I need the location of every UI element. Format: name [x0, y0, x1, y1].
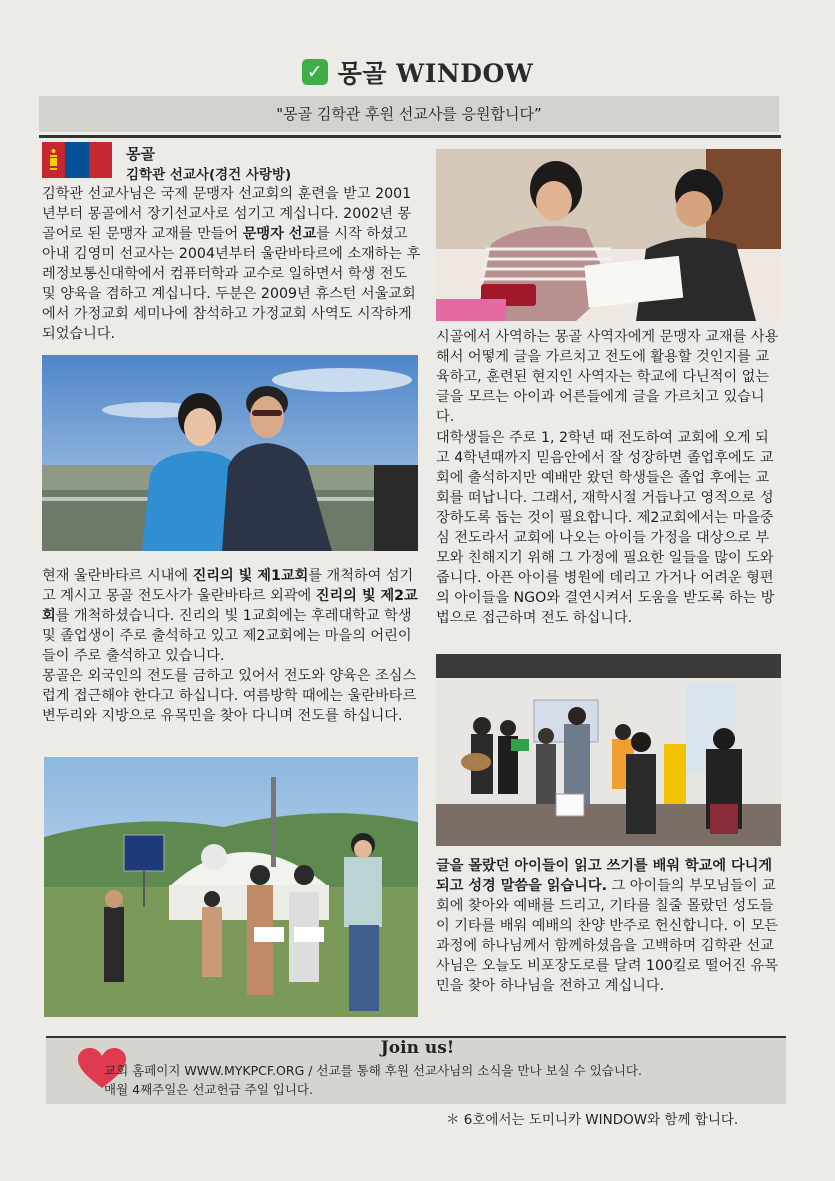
couple-photo: [42, 355, 418, 551]
church-paragraph: 현재 울란바타르 시내에 진리의 빛 제1교회를 개척하여 섬기고 계시고 몽골 전도사가 울란바타르 외곽에 진리의 빛 제2교회를 개척하셨습니다. 진리의 빛 1교회에는 후레대학교 학생및 졸업생이 주로 출석하고 있고 제2교회에는 마을의 어린이들이 주로 출석하고 있습니다. 몽골은 외국인의 전도를 금하고 있어서 전도와 양육은 조심스럽게 접근해야 한다고 하십니다. 여름방학 때에는 울란바타르 변두리와 지방으로 유목민을 찾아 다니며 전도를 하십니다.: [42, 568, 418, 724]
country-name: 몽골: [126, 145, 155, 163]
worship-photo: [436, 654, 781, 846]
page-title: 몽골 WINDOW: [337, 59, 534, 88]
subtitle-banner: "몽골 김학관 후원 선교사를 응원합니다”: [39, 96, 779, 132]
intro-paragraph: 김학관 선교사님은 국제 문맹자 선교회의 훈련을 받고 2001년부터 몽골에서 장기선교사로 섬기고 계십니다. 2002년 몽골어로 된 문맹자 교재를 만들어 문맹자 선교를 시작 하셨고 아내 김영미 선교사는 2004년부터 울란바타르에 소재하는 후레정보통신대학에서 컴퓨터학과 교수로 일하면서 학생 전도 및 양육을 겸하고 계십니다. 두분은 2009년 휴스턴 서울교회에서 가정교회 세미나에 참석하고 가정교회 사역도 시작하게 되었습니다.: [42, 186, 421, 342]
next-issue-note: ＊ 6호에서는 도미니카 WINDOW와 함께 합니다.: [446, 1112, 739, 1128]
missionary-name: 김학관 선교사(경건 사랑방): [126, 167, 292, 183]
page-header: [0, 52, 835, 92]
offering-notice: 매월 4째주일은 선교헌금 주일 입니다.: [104, 1082, 313, 1097]
mongolia-flag-icon: [42, 142, 112, 178]
divider: [39, 135, 781, 138]
conclusion-paragraph: 글을 몰랐던 아이들이 읽고 쓰기를 배워 학교에 다니게 되고 성경 말씀을 읽습니다. 그 아이들의 부모님들이 교회에 찾아와 예배를 드리고, 기타를 칠줄 몰랐던 성도들이 기타를 배워 예배의 찬양 반주로 헌신합니다. 이 모든 과정에 하나님께서 함께하셨음을 고백하며 김학관 선교사님은 오늘도 비포장도로를 달려 100킬로 떨어진 유목민을 찾아 하나님을 전하고 계십니다.: [436, 858, 779, 994]
join-us-title: Join us!: [380, 1038, 455, 1058]
homepage-notice: 교회 홈페이지 WWW.MYKPCF.ORG / 선교를 통해 후원 선교사님의 소식을 만나 보실 수 있습니다.: [104, 1063, 642, 1078]
students-paragraph: 대학생들은 주로 1, 2학년 때 전도하여 교회에 오게 되고 4학년때까지 믿음안에서 잘 성장하면 졸업후에도 교회에 출석하지만 예배만 왔던 학생들은 졸업 후에는 교회를 떠납니다. 그래서, 재학시절 거듭나고 영적으로 성장하도록 돕는 것이 필요합니다. 제2교회에서는 마을중심 전도라서 교회에 나오는 아이들 가정을 대상으로 부모와 친해지기 위해 그 가정에 필요한 일들을 많이 도와줍니다. 아픈 아이를 병원에 데리고 가거나 어려운 형편의 아이들을 NGO와 결연시켜서 도움을 받도록 하는 방법으로 접근하며 전도 하십니다.: [436, 430, 775, 626]
training-paragraph: 시골에서 사역하는 몽골 사역자에게 문맹자 교재를 사용해서 어떻게 글을 가르치고 전도에 활용할 것인지를 교육하고, 훈련된 현지인 사역자는 학교에 다닌적이 없는 글을 모르는 아이과 어른들에게 글을 가르치고 있습니다.: [436, 329, 779, 425]
nomad-ger-photo: [44, 757, 418, 1017]
teaching-photo: [436, 149, 781, 321]
check-icon: ✓: [302, 59, 328, 85]
